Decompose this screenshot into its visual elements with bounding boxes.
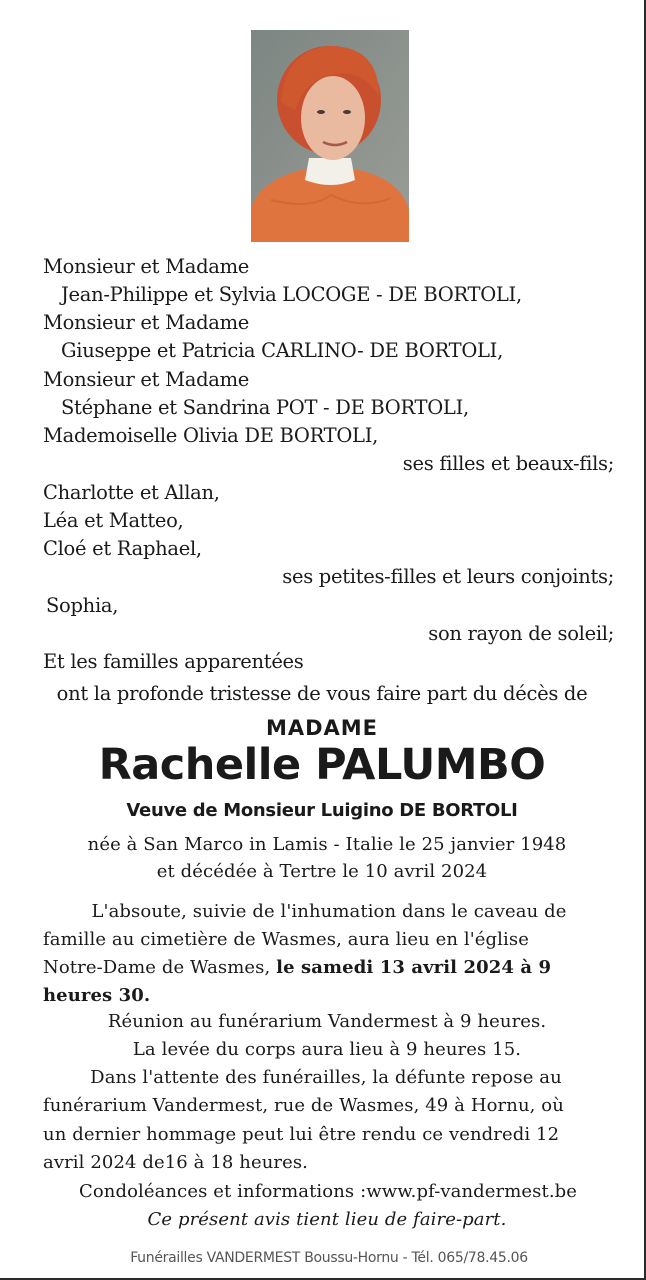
- ceremony-line: un dernier hommage peut lui être rendu ce vendredi 12: [43, 1124, 560, 1145]
- ceremony-line: Dans l'attente des funérailles, la défunte repose au: [90, 1067, 562, 1088]
- family-line: Jean-Philippe et Sylvia LOCOGE - DE BORTOLI,: [61, 283, 522, 306]
- relation-label: ses petites-filles et leurs conjoints;: [282, 565, 614, 588]
- family-line: Monsieur et Madame: [43, 311, 250, 334]
- ceremony-line: La levée du corps aura lieu à 9 heures 15.: [132, 1039, 522, 1060]
- condolences-line: Condoléances et informations :www.pf-vandermest.be: [78, 1181, 578, 1202]
- ceremony-line: L'absoute, suivie de l'inhumation dans le caveau de: [91, 901, 567, 922]
- deceased-name: Rachelle PALUMBO: [98, 740, 546, 790]
- ceremony-date: le samedi 13 avril 2024 à 9: [276, 957, 552, 978]
- birth-info: née à San Marco in Lamis - Italie le 25 janvier 1948: [87, 834, 567, 855]
- relation-label: son rayon de soleil;: [428, 622, 614, 645]
- family-line: Giuseppe et Patricia CARLINO- DE BORTOLI,: [61, 339, 503, 362]
- relation-label: ses filles et beaux-fils;: [402, 452, 614, 475]
- family-line: Monsieur et Madame: [43, 255, 250, 278]
- ceremony-line: funérarium Vandermest, rue de Wasmes, 49 à Hornu, où: [43, 1095, 564, 1116]
- family-line: Charlotte et Allan,: [43, 481, 220, 504]
- ceremony-text: Notre-Dame de Wasmes,: [43, 957, 277, 978]
- footer-funeral-home: Funérailles VANDERMEST Boussu-Hornu - Tél. 065/78.45.06: [130, 1250, 528, 1266]
- family-line: Léa et Matteo,: [43, 509, 184, 532]
- widow-of: Veuve de Monsieur Luigino DE BORTOLI: [126, 800, 518, 821]
- ceremony-line: Réunion au funérarium Vandermest à 9 heures.: [107, 1011, 547, 1032]
- notice-disclaimer: Ce présent avis tient lieu de faire-part.: [147, 1209, 507, 1230]
- family-line: Mademoiselle Olivia DE BORTOLI,: [43, 424, 379, 447]
- announcement-line: ont la profonde tristesse de vous faire part du décès de: [56, 682, 588, 705]
- death-info: et décédée à Tertre le 10 avril 2024: [156, 861, 488, 882]
- family-line: Et les familles apparentées: [43, 650, 304, 673]
- family-line: Cloé et Raphael,: [43, 537, 202, 560]
- portrait-photo: [251, 30, 409, 242]
- family-line: Monsieur et Madame: [43, 368, 250, 391]
- ceremony-time: heures 30.: [43, 985, 151, 1006]
- ceremony-line: avril 2024 de16 à 18 heures.: [43, 1152, 309, 1173]
- ceremony-line: [43, 956, 551, 980]
- ceremony-line: famille au cimetière de Wasmes, aura lieu en l'église: [43, 929, 529, 950]
- deceased-title: MADAME: [265, 716, 379, 740]
- family-line: Sophia,: [46, 594, 119, 617]
- family-line: Stéphane et Sandrina POT - DE BORTOLI,: [61, 396, 469, 419]
